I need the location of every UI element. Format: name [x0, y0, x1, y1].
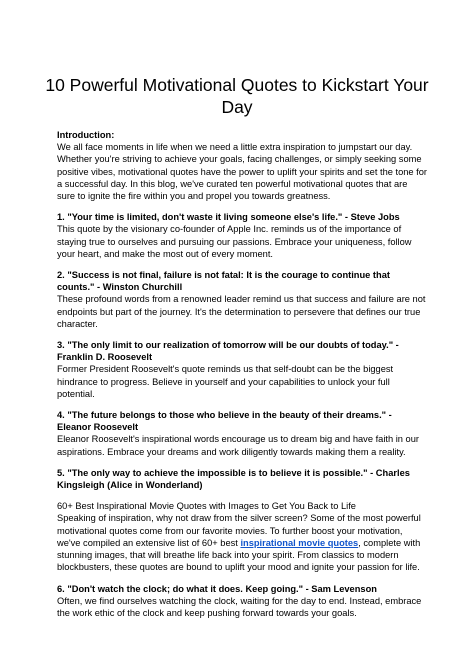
page-title: 10 Powerful Motivational Quotes to Kickstart Your Day: [45, 75, 429, 117]
document-body: [57, 129, 427, 628]
movie-text-before-link: Speaking of inspiration, why not draw from the silver screen? Some of the most powerful motivational quotes come from our favorite movies. To further boost your motivation, we've compiled an extensive list of 60+ best: [57, 513, 421, 548]
quote-paragraph: This quote by the visionary co-founder of Apple Inc. reminds us of the importance of staying true to ourselves and pursuing our passions. Embrace your uniqueness, follow your heart, and make the most out of every moment.: [57, 224, 412, 259]
movie-subtitle: 60+ Best Inspirational Movie Quotes with Images to Get You Back to Life: [57, 501, 356, 512]
movie-quotes-section: [57, 500, 427, 573]
quote-heading: 3. "The only limit to our realization of tomorrow will be our doubts of today." - Franklin D. Roosevelt: [57, 340, 399, 363]
quote-section-5: [57, 467, 427, 491]
intro-heading: Introduction:: [57, 130, 115, 140]
quote-section-2: [57, 269, 427, 330]
quote-heading: 4. "The future belongs to those who believe in the beauty of their dreams." - Eleanor Roosevelt: [57, 410, 392, 433]
intro-section: [57, 129, 427, 202]
quote-paragraph: These profound words from a renowned leader remind us that success and failure are not endpoints but part of the journey. It's the determination to persevere that defines our true character.: [57, 294, 426, 329]
quote-heading: 1. "Your time is limited, don't waste it living someone else's life." - Steve Jobs: [57, 212, 400, 223]
quote-paragraph: Often, we find ourselves watching the clock, waiting for the day to end. Instead, embrace the work ethic of the clock and keep pushing forward towards your goals.: [57, 595, 422, 618]
intro-paragraph: We all face moments in life when we need a little extra inspiration to jumpstart our day. Whether you're striving to achieve your goals, facing challenges, or simply seeking some positive vibes, motivational quotes have the power to uplift your spirits and set the tone for a successful day. In this blog, we've curated ten powerful motivational quotes that are sure to ignite the fire within you and propel you towards greatness.: [57, 142, 428, 202]
quote-heading: 2. "Success is not final, failure is not fatal: It is the courage to continue that counts." - Winston Churchill: [57, 270, 390, 293]
quote-section-4: [57, 409, 427, 458]
quote-section-1: [57, 211, 427, 260]
quote-heading: 5. "The only way to achieve the impossible is to believe it is possible." - Charles Kingsleigh (Alice in Wonderland): [57, 467, 410, 491]
movie-text-after-link: , complete with stunning images, that will breathe life back into your spirit. From classics to modern blockbusters, these quotes are bound to uplift your mood and ignite your passion for life.: [57, 537, 421, 573]
quote-section-3: [57, 339, 427, 400]
quote-paragraph: Eleanor Roosevelt's inspirational words encourage us to dream big and have faith in our aspirations. Embrace your dreams and work diligently towards making them a reality.: [57, 434, 419, 457]
movie-paragraph: [57, 512, 427, 573]
inspirational-movie-quotes-link[interactable]: inspirational movie quotes: [240, 537, 359, 548]
quote-section-6: [57, 583, 427, 620]
quote-paragraph: Former President Roosevelt's quote reminds us that self-doubt can be the biggest hindrance to progress. Believe in yourself and your capabilities to unlock your full potential.: [57, 364, 394, 399]
quote-heading: 6. "Don't watch the clock; do what it does. Keep going." - Sam Levenson: [57, 583, 377, 594]
